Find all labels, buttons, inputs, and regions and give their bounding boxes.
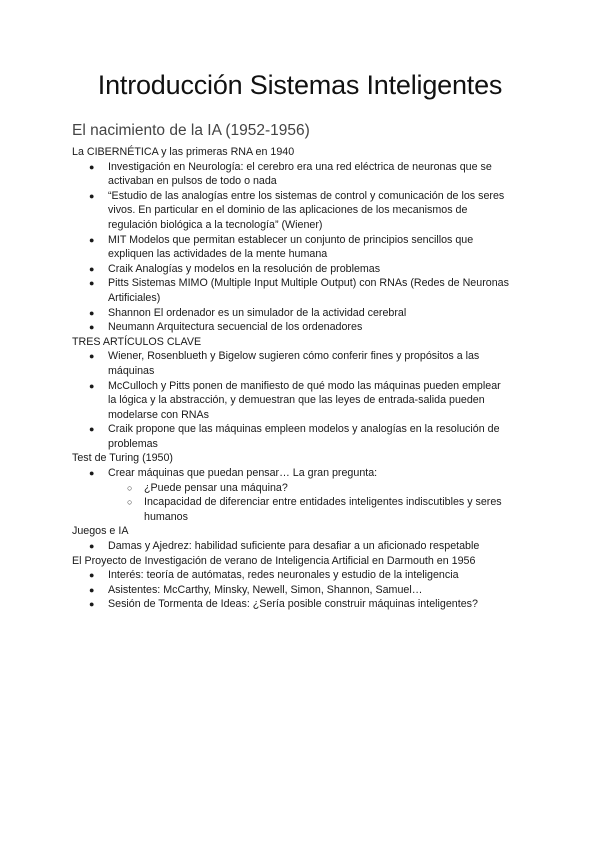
page-title: Introducción Sistemas Inteligentes: [97, 70, 503, 100]
list-darmouth: [72, 568, 532, 612]
bullet-icon: ●: [89, 424, 95, 435]
list-juegos: [72, 539, 532, 554]
bullet-icon: ●: [89, 234, 95, 245]
list-item-line: Damas y Ajedrez: habilidad suficiente para desafiar a un aficionado respetable: [108, 540, 480, 553]
list-turing: [72, 466, 532, 481]
list-item-line: Neumann Arquitectura secuencial de los ordenadores: [108, 321, 363, 334]
list-item: [72, 276, 532, 305]
bullet-icon: ●: [89, 351, 95, 362]
list-item: [72, 349, 532, 378]
list-item-line: problemas: [108, 437, 158, 450]
list-item-line: Wiener, Rosenblueth y Bigelow sugieren cómo conferir fines y propósitos a las: [108, 350, 480, 363]
list-item-line: regulación biológica a la tecnología” (Wiener): [108, 218, 323, 231]
list-item: [72, 160, 532, 189]
list-item-line: Shannon El ordenador es un simulador de la actividad cerebral: [108, 306, 407, 319]
list-item: [72, 233, 532, 262]
list-item: [72, 189, 532, 233]
list-cibernetica: [72, 160, 532, 335]
list-item: [72, 422, 532, 451]
list-item: [72, 466, 532, 481]
list-item-line: Interés: teoría de autómatas, redes neuronales y estudio de la inteligencia: [108, 569, 459, 582]
sub-bullet-icon: ○: [127, 497, 133, 508]
list-item-line: activaban en pulsos de todo o nada: [108, 175, 277, 188]
bullet-icon: ●: [89, 161, 95, 172]
bullet-icon: ●: [89, 468, 95, 479]
section-subtitle: El nacimiento de la IA (1952-1956): [72, 122, 310, 139]
list-tres-articulos: [72, 349, 532, 451]
heading-tres-articulos: TRES ARTÍCULOS CLAVE: [72, 335, 202, 348]
bullet-icon: ●: [89, 190, 95, 201]
list-item: [72, 568, 532, 583]
list-item-line: Artificiales): [108, 291, 161, 304]
bullet-icon: ●: [89, 380, 95, 391]
heading-darmouth: El Proyecto de Investigación de verano de Inteligencia Artificial en Darmouth en 1956: [72, 554, 476, 567]
heading-juegos: Juegos e IA: [72, 525, 129, 538]
list-item-line: Asistentes: McCarthy, Minsky, Newell, Simon, Shannon, Samuel…: [108, 583, 423, 596]
list-item-line: Pitts Sistemas MIMO (Multiple Input Multiple Output) con RNAs (Redes de Neuronas: [108, 277, 509, 290]
bullet-icon: ●: [89, 278, 95, 289]
list-item-line: la lógica y la abstracción, y demuestran que las leyes de entrada-salida pueden: [108, 394, 485, 407]
list-item-line: Incapacidad de diferenciar entre entidades inteligentes indiscutibles y seres: [144, 496, 502, 509]
list-item-line: humanos: [144, 510, 188, 523]
bullet-icon: ●: [89, 541, 95, 552]
list-item: [72, 306, 532, 321]
list-item-line: Sesión de Tormenta de Ideas: ¿Sería posible construir máquinas inteligentes?: [108, 598, 478, 611]
list-item-line: modelarse con RNAs: [108, 408, 209, 421]
list-item-line: ¿Puede pensar una máquina?: [144, 481, 288, 494]
list-item: [72, 320, 532, 335]
list-item-line: “Estudio de las analogías entre los sistemas de control y comunicación de los seres: [108, 189, 505, 202]
document-body: [72, 145, 532, 612]
sub-list-item: [72, 495, 532, 524]
bullet-icon: ●: [89, 307, 95, 318]
bullet-icon: ●: [89, 570, 95, 581]
sublist-turing: [72, 481, 532, 525]
bullet-icon: ●: [89, 584, 95, 595]
list-item-line: Craik Analogías y modelos en la resolución de problemas: [108, 262, 381, 275]
list-item-text: Crear máquinas que puedan pensar… La gran pregunta:: [108, 467, 378, 480]
list-item-line: MIT Modelos que permitan establecer un conjunto de principios sencillos que: [108, 233, 474, 246]
list-item: [72, 597, 532, 612]
list-item: [72, 583, 532, 598]
heading-turing: Test de Turing (1950): [72, 452, 173, 465]
list-item-line: McCulloch y Pitts ponen de manifiesto de qué modo las máquinas pueden emplear: [108, 379, 501, 392]
list-item-line: Craik propone que las máquinas empleen modelos y analogías en la resolución de: [108, 423, 500, 436]
sub-list-item: [72, 481, 532, 496]
list-item-line: expliquen las actividades de la mente humana: [108, 248, 328, 261]
bullet-icon: ●: [89, 599, 95, 610]
list-item: [72, 262, 532, 277]
heading-cibernetica: La CIBERNÉTICA y las primeras RNA en 1940: [72, 146, 295, 158]
sub-bullet-icon: ○: [127, 482, 133, 493]
list-item-line: vivos. En particular en el dominio de las aplicaciones de los mecanismos de: [108, 204, 468, 217]
list-item-line: Investigación en Neurología: el cerebro era una red eléctrica de neuronas que se: [108, 160, 492, 173]
bullet-icon: ●: [89, 263, 95, 274]
bullet-icon: ●: [89, 322, 95, 333]
list-item: [72, 539, 532, 554]
list-item-line: máquinas: [108, 364, 155, 377]
list-item: [72, 379, 532, 423]
